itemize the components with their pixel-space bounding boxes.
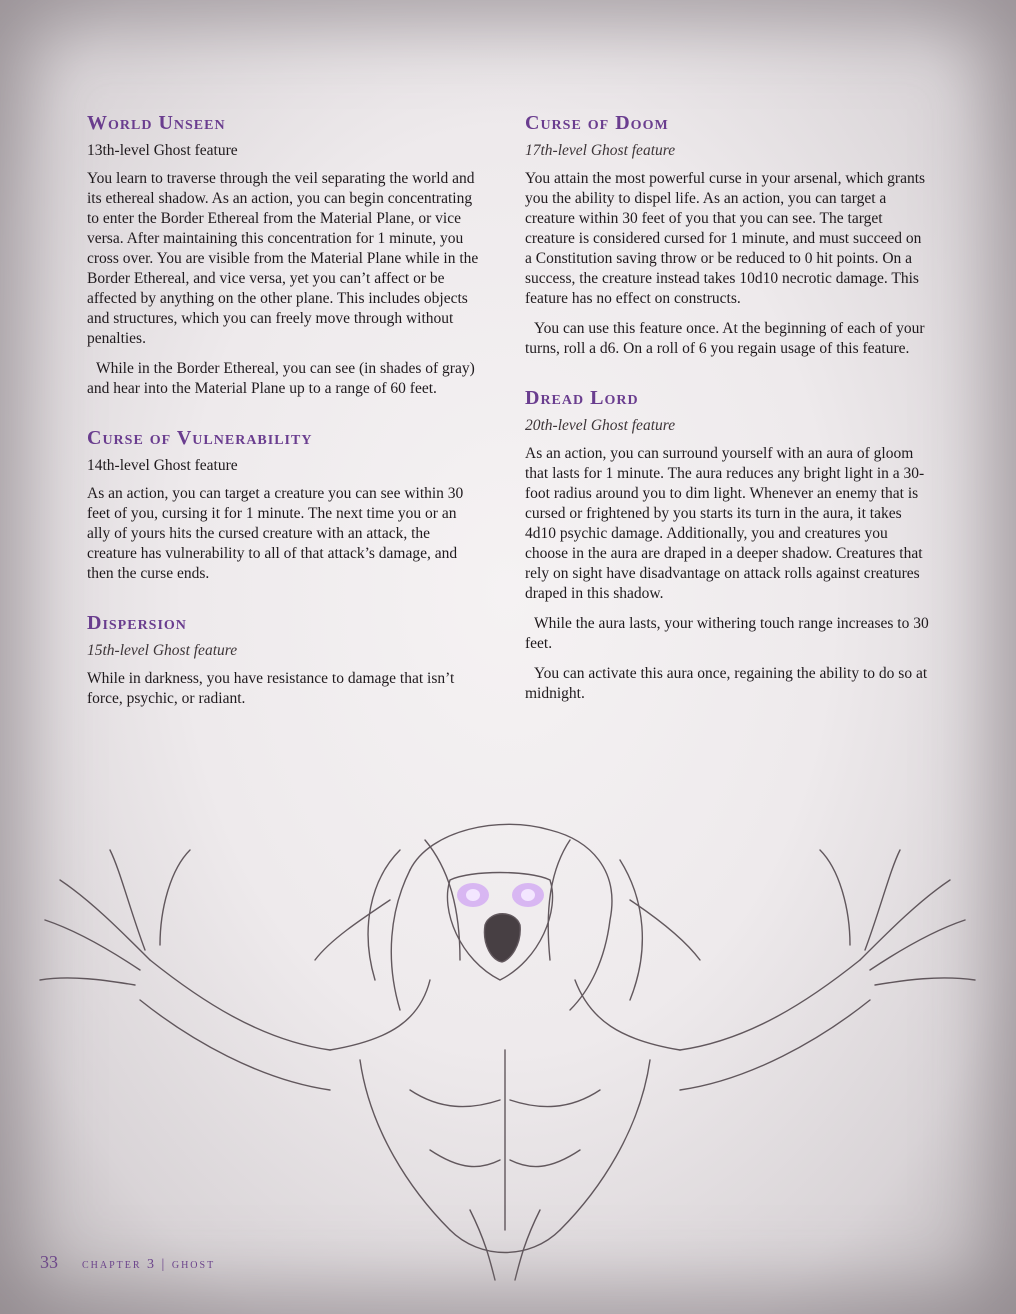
level-dispersion: 15th-level Ghost feature: [87, 642, 238, 659]
heading-world-unseen: World Unseen: [87, 112, 226, 134]
level-curse-doom: 17th-level Ghost feature: [525, 142, 676, 159]
paragraph: You can use this feature once. At the beginning of each of your turns, roll a d6. On a roll of 6 you regain usage of this feature.: [525, 320, 925, 357]
heading-dispersion: Dispersion: [87, 612, 187, 634]
section-curse-vulnerability: [87, 425, 482, 584]
paragraph: As an action, you can target a creature you can see within 30 feet of you, cursing it for 1 minute. The next time you or an ally of yours hits the cursed creature with an attack, the creature has vulnerability to all of that attack’s damage, and then the curse ends.: [87, 485, 464, 582]
section-world-unseen: [87, 110, 482, 399]
paragraph: While in the Border Ethereal, you can see (in shades of gray) and hear into the Material Plane up to a range of 60 feet.: [87, 360, 475, 397]
level-world-unseen: 13th-level Ghost feature: [87, 142, 238, 159]
page-number: 33: [40, 1252, 58, 1272]
paragraph: You learn to traverse through the veil separating the world and its ethereal shadow. As an action, you can begin concentrating to enter the Border Ethereal from the Material Plane, or vice versa. After maintaining this concentration for 1 minute, you cross over. You are visible from the Material Plane while in the Border Ethereal, and vice versa, yet you can’t affect or be affected by anything on the other plane. This includes objects and structures, which you can freely move through without penalties.: [87, 170, 479, 347]
heading-dread-lord: Dread Lord: [525, 387, 639, 409]
paragraph: As an action, you can surround yourself with an aura of gloom that lasts for 1 minute. The aura reduces any bright light in a 30-foot radius around you to dim light. Whenever an enemy that is cursed or frightened by you starts its turn in the aura, it takes 4d10 psychic damage. Additionally, you and creatures you choose in the aura are draped in a deeper shadow. Creatures that rely on sight have disadvantage on attack rolls against creatures draped in this shadow.: [525, 445, 925, 602]
eyes-glow: [457, 883, 544, 907]
chapter-label: chapter 3 | ghost: [82, 1257, 216, 1272]
paragraph: While the aura lasts, your withering touch range increases to 30 feet.: [525, 615, 929, 652]
heading-curse-doom: Curse of Doom: [525, 112, 669, 134]
section-curse-doom: [525, 110, 930, 359]
left-column: [87, 110, 482, 735]
paragraph: You can activate this aura once, regaining the ability to do so at midnight.: [525, 665, 928, 702]
section-dispersion: [87, 610, 482, 709]
page-footer: [40, 1252, 215, 1273]
ghost-illustration: [30, 810, 986, 1290]
paragraph: While in darkness, you have resistance to damage that isn’t force, psychic, or radiant.: [87, 670, 455, 707]
heading-curse-vulnerability: Curse of Vulnerability: [87, 427, 313, 449]
level-dread-lord: 20th-level Ghost feature: [525, 417, 676, 434]
paragraph: You attain the most powerful curse in your arsenal, which grants you the ability to dispel life. As an action, you can target a creature within 30 feet of you that you can see. The target creature is considered cursed for 1 minute, and must succeed on a Constitution saving throw or be reduced to 0 hit points. On a success, the creature instead takes 10d10 necrotic damage. This feature has no effect on constructs.: [525, 170, 926, 307]
right-column: [525, 110, 930, 730]
level-curse-vulnerability: 14th-level Ghost feature: [87, 457, 238, 474]
section-dread-lord: [525, 385, 930, 704]
